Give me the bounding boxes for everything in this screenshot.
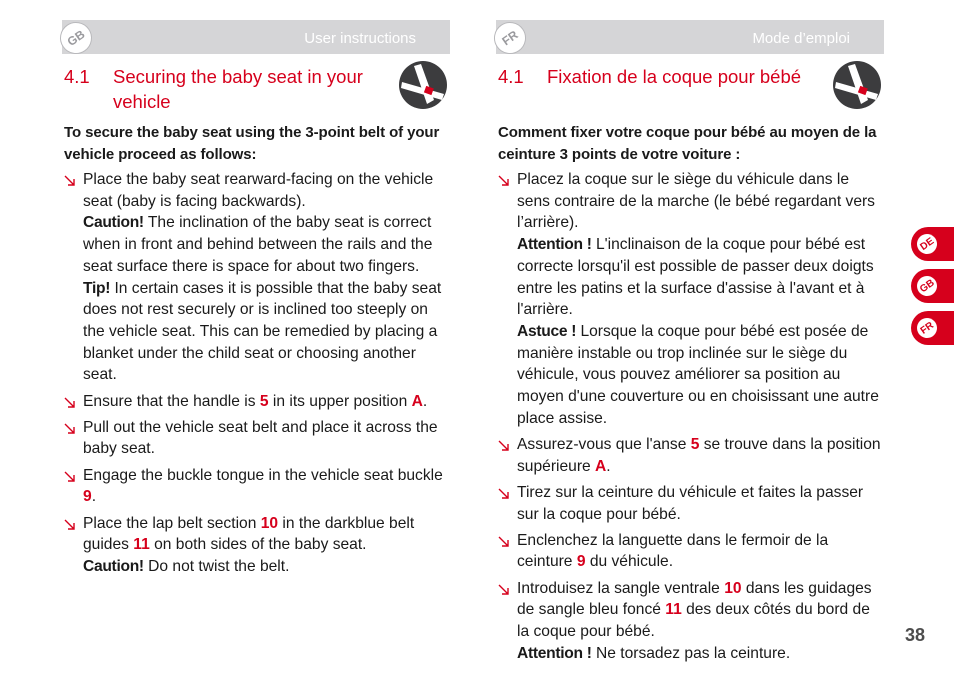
bullet-arrow-icon xyxy=(498,175,511,187)
bullet-arrow-icon xyxy=(64,423,77,435)
header-bar-english xyxy=(62,20,450,54)
reference-number: 5 xyxy=(259,392,269,410)
reference-number: 9 xyxy=(83,488,92,506)
list-item xyxy=(498,434,884,477)
instruction-text: in the darkblue belt guides xyxy=(83,514,415,554)
list-item xyxy=(64,465,450,508)
side-tab-fr[interactable] xyxy=(911,311,954,345)
note-label: Tip! xyxy=(83,279,111,297)
bullet-arrow-icon xyxy=(64,397,77,409)
list-item xyxy=(64,513,450,578)
instruction-text: . xyxy=(606,457,611,475)
side-tab-de[interactable] xyxy=(911,227,954,261)
instruction-text: du véhicule. xyxy=(585,553,674,571)
section-number: 4.1 xyxy=(498,66,524,87)
side-tab-label: GB xyxy=(913,272,941,300)
instruction-text: Ensure that the handle is xyxy=(83,392,260,410)
instruction-text: L'inclinaison de la coque pour bébé est correcte lorsqu'il est possible de passer deux doigts entre les patins et la surface d'assise à l'avant et à l'arrière. xyxy=(517,236,874,319)
reference-number: A xyxy=(595,457,607,475)
section-heading xyxy=(498,64,884,114)
instruction-text: dans les guidages de sangle bleu foncé xyxy=(517,579,872,619)
header-bar-french xyxy=(496,20,884,54)
seatbelt-icon xyxy=(832,60,882,110)
instruction-text: Ne torsadez pas la ceinture. xyxy=(591,644,791,662)
column-french xyxy=(498,20,884,669)
instruction-text: Enclenchez la languette dans le fermoir de la ceinture xyxy=(517,531,829,571)
instruction-text: The inclination of the baby seat is correct when in front and behind between the rails and the seat surface there is space for about two fingers. xyxy=(83,214,433,275)
instruction-text: in its upper position xyxy=(268,392,412,410)
instruction-text: Place the baby seat rearward-facing on the vehicle seat (baby is facing backwards). xyxy=(83,171,434,210)
list-item xyxy=(64,169,450,386)
reference-number: 11 xyxy=(665,601,682,619)
instruction-text: In certain cases it is possible that the baby seat does not rest securely or is inclined too steeply on the vehicle seat. This can be remedied by placing a blanket under the child seat or choosing another seat. xyxy=(83,279,442,384)
bullet-arrow-icon xyxy=(64,519,77,531)
intro-text: To secure the baby seat using the 3-point belt of your vehicle proceed as follows: xyxy=(64,124,440,163)
list-item xyxy=(498,530,884,573)
bullet-arrow-icon xyxy=(498,584,511,596)
list-item xyxy=(64,391,450,413)
section-heading xyxy=(64,64,450,114)
column-english xyxy=(64,20,450,582)
instruction-text: . xyxy=(422,392,428,410)
instruction-text: Pull out the vehicle seat belt and place it across the baby seat. xyxy=(83,418,438,458)
page-number: 38 xyxy=(905,625,926,645)
reference-number: 10 xyxy=(260,514,279,532)
note-label: Attention ! xyxy=(517,644,592,662)
side-tab-label: DE xyxy=(913,230,941,258)
instruction-text: Place the lap belt section xyxy=(83,514,261,532)
list-item xyxy=(498,482,884,525)
note-label: Astuce ! xyxy=(517,322,577,340)
section-title: Fixation de la coque pour bébé xyxy=(547,66,802,87)
section-number: 4.1 xyxy=(64,66,90,87)
instruction-text: Tirez sur la ceinture du véhicule et faites la passer sur la coque pour bébé. xyxy=(517,483,864,523)
instruction-text: des deux côtés du bord de la coque pour bébé. xyxy=(517,601,870,641)
instruction-text: . xyxy=(91,488,97,506)
instruction-text: Introduisez la sangle ventrale xyxy=(517,579,725,597)
instruction-text: on both sides of the baby seat. xyxy=(149,536,367,554)
reference-number: 9 xyxy=(576,553,586,571)
bullet-arrow-icon xyxy=(498,488,511,500)
instruction-list xyxy=(64,169,450,578)
section-title: Securing the baby seat in your vehicle xyxy=(113,66,363,112)
reference-number: 10 xyxy=(724,579,742,597)
instruction-text: Assurez-vous que l'anse xyxy=(517,435,691,453)
instruction-text: Placez la coque sur le siège du véhicule dans le sens contraire de la marche (le bébé regardant vers l’arrière). xyxy=(517,171,875,232)
reference-number: 11 xyxy=(133,536,150,554)
note-label: Attention ! xyxy=(517,236,592,254)
list-item xyxy=(64,417,450,460)
bullet-arrow-icon xyxy=(498,536,511,548)
reference-number: 5 xyxy=(690,435,700,453)
seatbelt-icon xyxy=(398,60,448,110)
note-label: Caution! xyxy=(83,214,144,232)
side-tab-label: FR xyxy=(913,314,941,342)
list-item xyxy=(498,169,884,429)
header-title: User instructions xyxy=(304,30,416,47)
side-tab-gb[interactable] xyxy=(911,269,954,303)
instruction-text: Lorsque la coque pour bébé est posée de manière instable ou trop inclinée sur le siège du véhicule, vous pouvez améliorer sa position au moyen d'une couverture ou en choisissant une autre place assise. xyxy=(517,322,879,427)
instruction-list xyxy=(498,169,884,664)
language-badge-gb: GB xyxy=(54,16,99,61)
header-title: Mode d’emploi xyxy=(752,30,850,47)
list-item xyxy=(498,578,884,665)
instruction-text: Engage the buckle tongue in the vehicle seat buckle xyxy=(83,466,443,484)
bullet-arrow-icon xyxy=(498,440,511,452)
intro-text: Comment fixer votre coque pour bébé au moyen de la ceinture 3 points de votre voiture : xyxy=(498,124,877,163)
bullet-arrow-icon xyxy=(64,471,77,483)
instruction-text: se trouve dans la position supérieure xyxy=(517,435,881,475)
note-label: Caution! xyxy=(83,557,144,575)
instruction-text: Do not twist the belt. xyxy=(143,557,290,575)
language-badge-fr: FR xyxy=(488,16,533,61)
bullet-arrow-icon xyxy=(64,175,77,187)
reference-number: A xyxy=(411,392,423,410)
